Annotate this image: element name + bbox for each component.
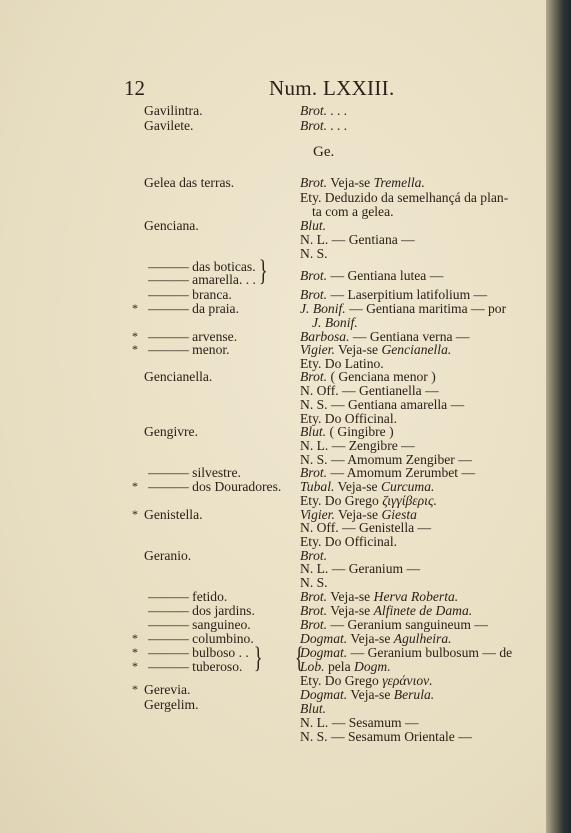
asterisk-marker: * <box>132 479 138 493</box>
gloss-italic: Brot. <box>300 268 328 283</box>
page-fore-edge <box>546 0 571 833</box>
gloss-text: Ety. Do Grego <box>300 493 383 508</box>
gloss-text: N. Off. — Genistella — <box>300 520 432 535</box>
headword: ——— dos jardins. <box>148 603 255 618</box>
gloss-text: Veja-se <box>347 687 394 702</box>
gloss-italic: Lob. <box>300 659 325 674</box>
brace-right-boticas: } <box>258 254 268 287</box>
gloss-italic: J. Bonif. <box>300 301 346 316</box>
gloss-italic: Agulheira. <box>393 631 452 646</box>
headword: ——— silvestre. <box>148 465 241 480</box>
gloss-italic: Giesta <box>381 507 417 522</box>
gloss-italic: γεράνιον. <box>382 673 433 688</box>
headword: Gengivre. <box>144 424 198 439</box>
headword: Gergelim. <box>144 697 199 712</box>
gloss-italic: Vigier. <box>300 342 335 357</box>
gloss-italic: Brot. <box>300 603 328 618</box>
gloss-italic: Herva Roberta. <box>373 589 459 604</box>
asterisk-marker: * <box>132 645 138 659</box>
gloss-text: ( Gingibre ) <box>326 424 394 439</box>
gloss-italic: Brot. <box>300 287 328 302</box>
gloss-italic: Brot. . . . <box>300 118 348 133</box>
gloss-italic: Dogm. <box>354 659 391 674</box>
gloss-text: Ety. Do Latino. <box>300 356 384 371</box>
gloss-text: N. L. — Sesamum — <box>300 715 419 730</box>
gloss-text: Ety. Deduzido da semelhançá da plan- <box>300 190 509 205</box>
gloss <box>300 103 347 119</box>
headword: ——— menor. <box>148 342 230 357</box>
gloss-text: ta com a gelea. <box>312 204 394 219</box>
gloss-italic: Blut. <box>300 701 327 716</box>
asterisk-marker: * <box>132 631 138 645</box>
headword: ——— branca. <box>148 287 232 302</box>
gloss-italic: Dogmat. <box>300 645 348 660</box>
gloss-text: — Gentiana verna — <box>349 329 470 344</box>
gloss-text: Veja-se <box>334 507 382 522</box>
headword: Gencianella. <box>144 369 213 384</box>
headword: Geranio. <box>144 548 192 563</box>
gloss-text: N. L. — Gentiana — <box>300 232 415 247</box>
gloss <box>300 729 472 745</box>
gloss-text: N. S. <box>300 575 328 590</box>
gloss-text: pela <box>324 659 355 674</box>
gloss-italic: J. Bonif. <box>312 315 358 330</box>
gloss-italic: ζιγγίβερις. <box>382 493 437 508</box>
gloss-text: — Laserpitium latifolium — <box>327 287 488 302</box>
gloss-text: Veja-se <box>327 175 374 190</box>
asterisk-marker: * <box>132 301 138 315</box>
gloss-italic: Brot. . . . <box>300 103 348 118</box>
gloss-text: Ety. Do Grego <box>300 673 383 688</box>
gloss-text: N. S. <box>300 246 328 261</box>
gloss-text: N. S. — Gentiana amarella — <box>300 397 465 412</box>
gloss-italic: Brot. <box>300 548 328 563</box>
gloss-text: Veja-se <box>327 589 374 604</box>
gloss-text: — Gentiana maritima — por <box>345 301 507 316</box>
gloss-italic: Gencianella. <box>381 342 452 357</box>
headword: ——— arvense. <box>148 329 238 344</box>
gloss-text: Veja-se <box>334 342 382 357</box>
gloss-italic: Blut. <box>300 218 327 233</box>
asterisk-marker: * <box>132 507 138 521</box>
gloss-text: Ety. Do Officinal. <box>300 411 398 426</box>
gloss-italic: Alfinete de Dama. <box>373 603 473 618</box>
headword: Gavilete. <box>144 118 194 133</box>
gloss <box>300 268 443 284</box>
gloss-italic: Tremella. <box>373 175 425 190</box>
gloss-italic: Dogmat. <box>300 631 348 646</box>
brace-right-bulboso: } <box>253 641 263 674</box>
gloss-text: Ety. Do Officinal. <box>300 534 398 549</box>
gloss-text: — Geranium bulbosum — de <box>347 645 513 660</box>
gloss-text: N. Off. — Gentianella — <box>300 383 439 398</box>
asterisk-marker: * <box>132 342 138 356</box>
gloss-italic: Brot. <box>300 589 328 604</box>
page-number: 12 <box>124 76 145 100</box>
headword: ——— das boticas. <box>148 259 256 274</box>
gloss-italic: Brot. <box>300 175 328 190</box>
page-header <box>0 76 552 104</box>
gloss-italic: Brot. <box>300 465 328 480</box>
gloss-italic: Berula. <box>393 687 435 702</box>
gloss-italic: Brot. <box>300 617 328 632</box>
asterisk-marker: * <box>132 329 138 343</box>
gloss-text: — Gentiana lutea — <box>327 268 444 283</box>
gloss-text: N. S. — Amomum Zengiber — <box>300 452 472 467</box>
gloss-text: — Amomum Zerumbet — <box>327 465 476 480</box>
gloss-italic: Barbosa. <box>300 329 350 344</box>
headword: Genistella. <box>144 507 203 522</box>
gloss-italic: Dogmat. <box>300 687 348 702</box>
headword: Gelea das terras. <box>144 175 235 190</box>
section-title: Ge. <box>313 144 335 160</box>
gloss-text: Veja-se <box>334 479 381 494</box>
brace-left-dogmat: { <box>294 641 304 674</box>
headword: ——— fetido. <box>148 589 228 604</box>
headword: ——— tuberoso. <box>148 659 243 674</box>
gloss-text: — Geranium sanguineum — <box>327 617 488 632</box>
gloss-text: ( Genciana menor ) <box>327 369 436 384</box>
headword: ——— columbino. <box>148 631 254 646</box>
headword: Genciana. <box>144 218 199 233</box>
gloss-italic: Curcuma. <box>380 479 435 494</box>
gloss-italic: Blut. <box>300 424 327 439</box>
gloss-text: N. L. — Zengibre — <box>300 438 415 453</box>
gloss <box>300 246 328 262</box>
gloss <box>300 175 425 191</box>
gloss-italic: Brot. <box>300 369 328 384</box>
gloss-text: Veja-se <box>347 631 394 646</box>
gloss-text: N. L. — Geranium — <box>300 561 421 576</box>
headword: ——— bulboso . . <box>148 645 249 660</box>
headword: ——— amarella. . . <box>148 272 256 287</box>
asterisk-marker: * <box>132 659 138 673</box>
gloss-italic: Tubal. <box>300 479 335 494</box>
headword: ——— sanguineo. <box>148 617 251 632</box>
headword: Gerevia. <box>144 682 191 697</box>
gloss-text: N. S. — Sesamum Orientale — <box>300 729 472 744</box>
gloss <box>300 118 347 134</box>
headword: ——— dos Douradores. <box>148 479 282 494</box>
gloss-italic: Vigier. <box>300 507 335 522</box>
headword: ——— da praia. <box>148 301 239 316</box>
gloss-text: Veja-se <box>327 603 374 618</box>
headword: Gavilintra. <box>144 103 203 118</box>
running-head: Num. LXXIII. <box>269 76 395 100</box>
asterisk-marker: * <box>132 682 138 696</box>
